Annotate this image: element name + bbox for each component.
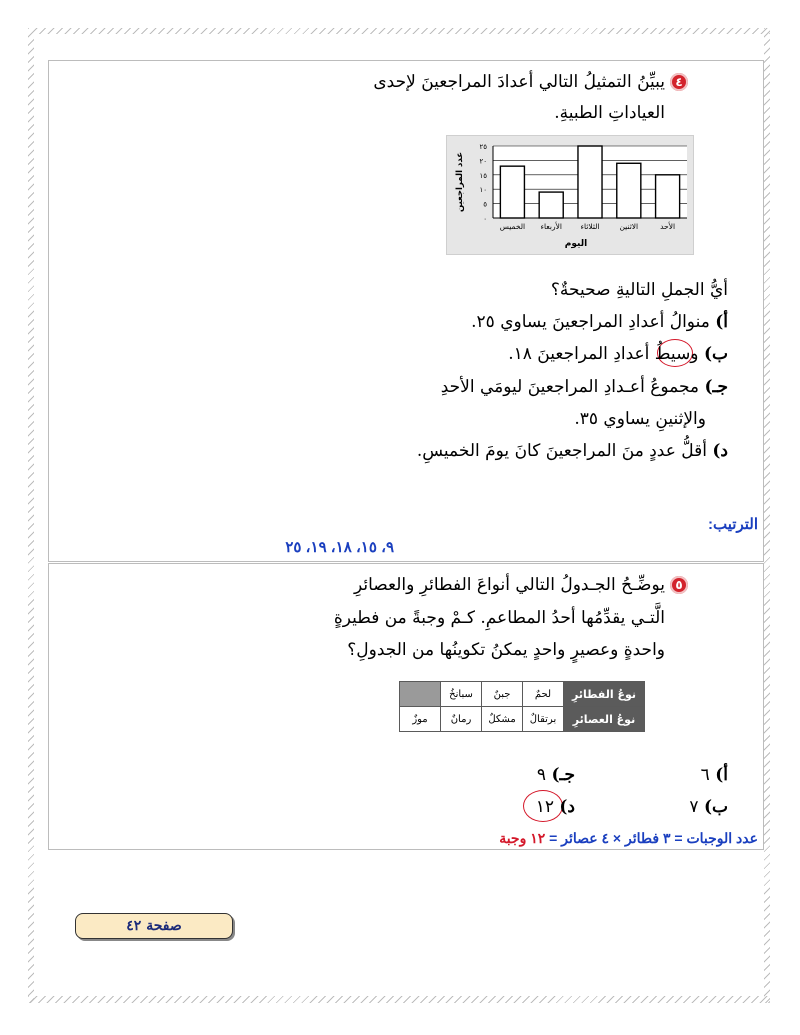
table-cell: برتقالٌ: [523, 707, 564, 732]
y-tick-label: ٢٥: [479, 143, 487, 151]
x-axis-title: اليوم: [564, 239, 588, 249]
y-tick-label: ٢٠: [479, 157, 487, 166]
x-tick-label: الأحد: [660, 222, 676, 231]
answer-c: [537, 760, 575, 790]
table-header-pies: نوعُ الفطائرِ: [564, 682, 645, 707]
x-tick-label: الاثنين: [619, 222, 639, 231]
option-a-text: منوالُ أعدادِ المراجعينَ يساوي ٢٥.: [471, 312, 710, 332]
chart-bar: [656, 175, 680, 218]
table-cell: سبانخُ: [441, 682, 482, 707]
y-tick-label: ٠: [483, 215, 487, 223]
solution-part2: ١٢ وجبة: [499, 830, 546, 846]
option-c: [441, 372, 728, 402]
answer-b: [689, 792, 728, 822]
page-number-label: صفحة ٤٢: [126, 918, 182, 934]
answer-b-value: ٧: [689, 797, 699, 817]
chart-bar: [539, 192, 563, 218]
question-4-number-badge: ٤: [670, 73, 688, 91]
option-c-text: مجموعُ أعـدادِ المراجعينَ ليومَي الأحدِ: [440, 377, 700, 397]
question-5-prompt-line3: واحدةٍ وعصيرٍ واحدٍ يمكنُ تكوينُها من الجدولِ؟: [347, 640, 665, 660]
table-row-pies: [400, 682, 645, 707]
answer-d-value: ١٢: [535, 797, 554, 817]
y-tick-label: ١٠: [479, 186, 487, 195]
x-tick-label: الخميس: [499, 222, 526, 231]
table-cell: مشكلٌ: [482, 707, 523, 732]
bar-chart: [447, 136, 695, 256]
option-d-text: أقلُّ عددٍ منَ المراجعينَ كانَ يومَ الخميسِ.: [416, 441, 707, 461]
table-cell: جبنٌ: [482, 682, 523, 707]
y-axis-title: عدد المراجعين: [455, 151, 465, 213]
y-tick-label: ٥: [483, 200, 487, 209]
option-c-continued: والإثنينِ يساوي ٣٥.: [574, 409, 706, 429]
answer-a: [701, 760, 728, 790]
decorative-border-top: [28, 28, 770, 34]
solution-part1: عدد الوجبات = ٣ فطائر × ٤ عصائر =: [545, 830, 758, 846]
answer-b-label: ب): [703, 797, 728, 817]
order-label: الترتيب:: [708, 516, 758, 533]
page-number-tab: [75, 913, 233, 939]
chart-bar: [500, 166, 524, 218]
answer-d: [536, 792, 575, 822]
y-tick-label: ١٥: [479, 171, 487, 180]
answer-c-value: ٩: [536, 765, 547, 785]
pies-juices-table: [399, 681, 645, 732]
question-4-prompt-line2: العياداتِ الطبيةِ.: [554, 103, 665, 123]
x-tick-label: الأربعاء: [540, 222, 562, 231]
option-b-label: ب): [703, 344, 728, 364]
option-a: [471, 307, 728, 337]
table-cell: موزٌ: [400, 707, 441, 732]
decorative-border-left: [28, 28, 34, 1003]
question-5-number-badge: ٥: [670, 576, 688, 594]
x-tick-label: الثلاثاء: [580, 222, 600, 231]
solution-line: [499, 823, 758, 853]
bar-chart-panel: [446, 135, 694, 255]
table-cell: لحمٌ: [523, 682, 564, 707]
chart-bar: [578, 146, 602, 218]
question-4-question: أيُّ الجملِ التاليةِ صحيحةٌ؟: [550, 280, 728, 300]
question-5-prompt-line2: الَّتـي يقدِّمُها أحدُ المطاعمِ. كـمْ وجبةً من فطيرةٍ: [333, 608, 665, 628]
question-4-prompt-line1: يبيِّنُ التمثيلُ التالي أعدادَ المراجعينَ لإحدى: [373, 72, 665, 92]
order-values: ٩، ١٥، ١٨، ١٩، ٢٥: [285, 539, 394, 556]
option-c-label: جـ): [704, 377, 728, 397]
answer-c-label: جـ): [551, 765, 575, 785]
table-cell: رمانٌ: [441, 707, 482, 732]
answer-a-value: ٦: [700, 765, 710, 785]
table-row-juices: [400, 707, 645, 732]
option-b-text: وسيطُ أعدادِ المراجعينَ ١٨.: [508, 344, 699, 364]
table-header-juices: نوعُ العصائرِ: [564, 707, 645, 732]
answer-a-label: أ): [715, 765, 728, 785]
question-5-prompt-line1: يوضِّـحُ الجـدولُ التالي أنواعَ الفطائرِ والعصائرِ: [353, 575, 665, 595]
option-d: [417, 436, 728, 466]
option-d-label: د): [712, 441, 728, 461]
option-a-label: أ): [715, 312, 728, 332]
answer-d-label: د): [559, 797, 575, 817]
decorative-border-right: [764, 28, 770, 1003]
decorative-border-bottom: [28, 996, 770, 1003]
chart-bar: [617, 163, 641, 218]
option-b: [508, 339, 728, 369]
table-cell-empty: [400, 682, 441, 707]
